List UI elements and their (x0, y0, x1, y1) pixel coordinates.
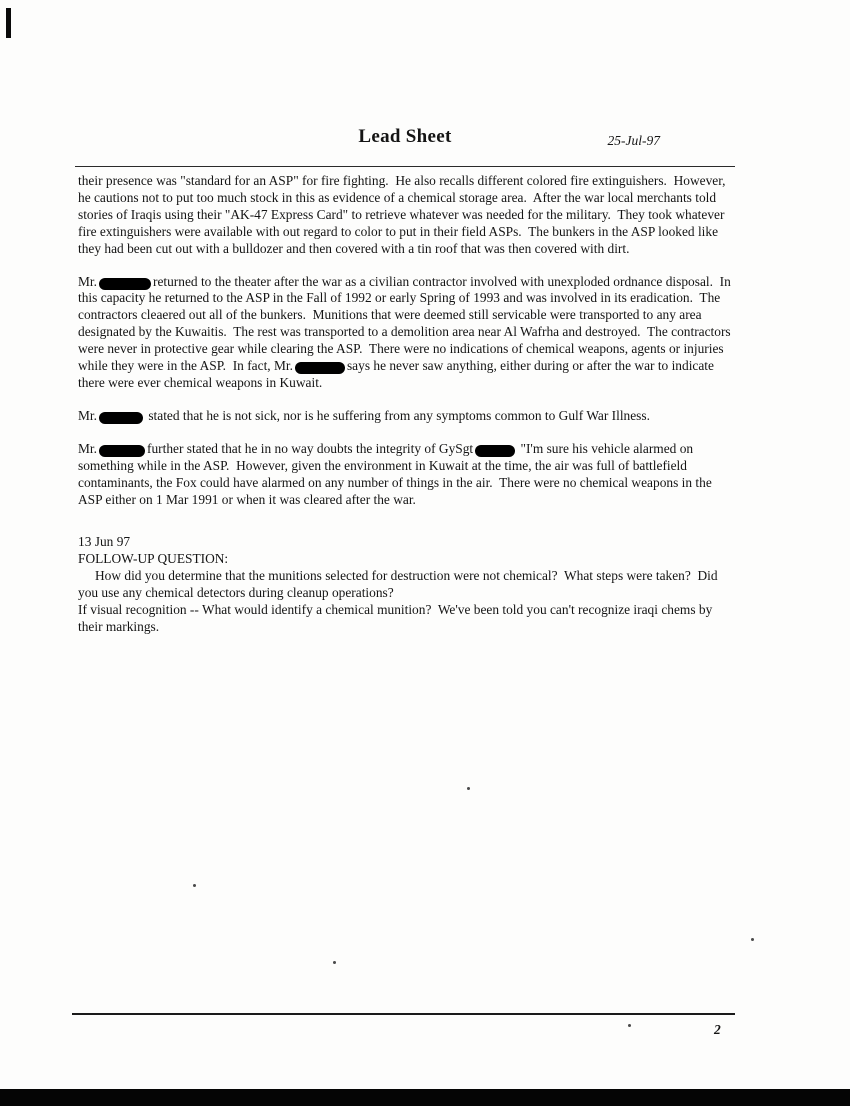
redaction-box (295, 362, 345, 374)
document-paragraph (78, 568, 736, 602)
document-body (78, 170, 736, 636)
scan-speck (751, 938, 754, 941)
text-run: says he never saw anything, either during or after the war to indicate there were ever chemical weapons in Kuwait. (78, 358, 718, 390)
text-run: Mr. (78, 440, 97, 456)
scan-speck (628, 1024, 631, 1027)
document-paragraph (78, 274, 736, 392)
redaction-box (475, 445, 515, 457)
text-run: FOLLOW-UP QUESTION: (78, 551, 229, 567)
text-run: returned to the theater after the war as a civilian contractor involved with unexploded ordnance disposal. In this capacity he returned to the ASP in the Fall of 1992 or early Spring of 1993 and was involved in its eradication. The contractors cleaered out all of the bunkers. Munitions that were deemed still servicable were transported to any area designated by the Kuwaitis. The rest was transported to a demolition area near Al Wafrha and destroyed. The contractors were never in protective gear while clearing the ASP. There were no indications of chemical weapons, agents or injuries while they were in the ASP. In fact, Mr. (78, 273, 735, 374)
text-run: further stated that he in no way doubts the integrity of GySgt (146, 440, 474, 456)
redaction-box (99, 278, 151, 290)
text-run: If visual recognition -- What would identify a chemical munition? We've been told you can't recognize iraqi chems by their markings. (78, 602, 716, 634)
document-title: Lead Sheet (358, 126, 452, 147)
redaction-box (99, 445, 145, 457)
text-run: Mr. (78, 273, 97, 289)
text-run: stated that he is not sick, nor is he suffering from any symptoms common to Gulf War Illness. (144, 407, 650, 423)
document-paragraph (78, 441, 736, 509)
document-paragraph (78, 602, 736, 636)
scan-artifact-left (6, 8, 11, 38)
document-paragraph (78, 551, 736, 568)
text-run: 13 Jun 97 (78, 534, 131, 550)
document-paragraph (78, 173, 736, 258)
page-number: 2 (714, 1022, 721, 1037)
text-run: Mr. (78, 407, 97, 423)
text-run: How did you determine that the munitions selected for destruction were not chemical? What steps were taken? Did you use any chemical detectors during cleanup operations? (78, 568, 721, 601)
redaction-box (99, 412, 143, 424)
document-paragraph (78, 408, 736, 425)
document-date: 25-Jul-97 (607, 133, 660, 148)
document-paragraph (78, 534, 736, 551)
text-run: "I'm sure his vehicle alarmed on something while in the ASP. However, given the environment in Kuwait at the time, the air was full of battlefield contaminants, the Fox could have alarmed on any number of things in the air. There were no chemical weapons in the ASP either on 1 Mar 1991 or when it was cleared after the war. (78, 440, 715, 507)
document-header (75, 126, 735, 148)
scan-artifact-bottom (0, 1089, 850, 1106)
text-run: their presence was "standard for an ASP" for fire fighting. He also recalls different colored fire extinguishers. However, he cautions not to put too much stock in this as evidence of a chemical storage area. After the war local merchants told stories of Iraqis using their "AK-47 Express Card" to retrieve whatever was needed for the military. They took whatever fire extinguishers were available with out regard to color to put in their field ASPs. The bunkers in the ASP looked like they had been cut out with a bulldozer and then covered with a tin roof that was then covered with dirt. (78, 173, 729, 256)
scan-speck (193, 884, 196, 887)
header-divider (75, 166, 735, 167)
scan-speck (333, 961, 336, 964)
scan-speck (467, 787, 470, 790)
footer-divider (72, 1013, 735, 1015)
